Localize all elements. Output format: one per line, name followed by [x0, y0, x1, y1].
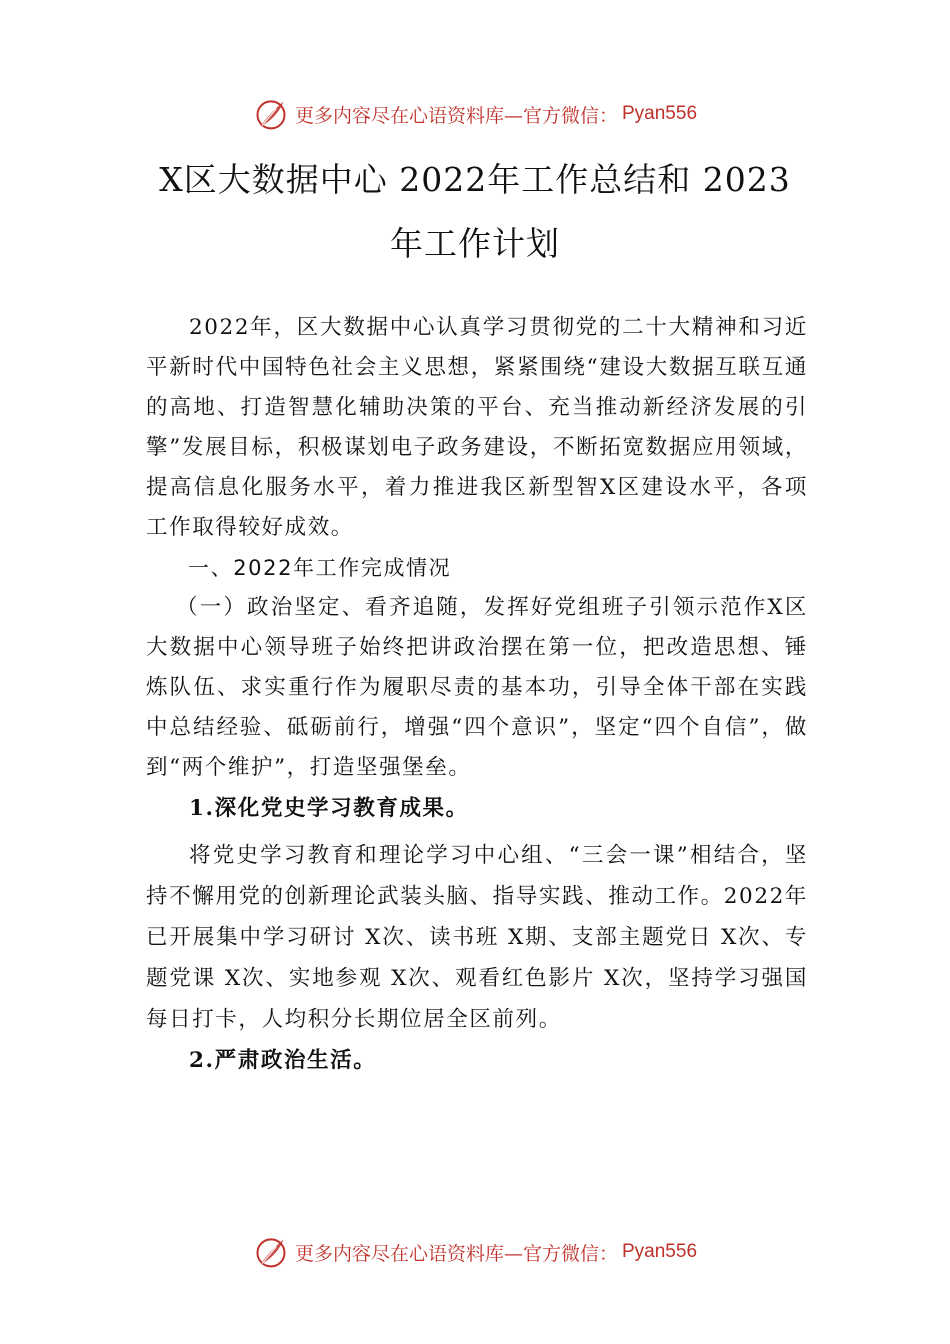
feather-circle-logo-icon [253, 96, 289, 132]
watermark-banner-bottom [0, 1232, 950, 1272]
intro-paragraph: 2022年，区大数据中心认真学习贯彻党的二十大精神和习近平新时代中国特色社会主义思想，紧紧围绕“建设大数据互联互通的高地、打造智慧化辅助决策的平台、充当推动新经济发展的引擎”发展目标，积极谋划电子政务建设，不断拓宽数据应用领域，提高信息化服务水平，着力推进我区新型智X区建设水平，各项工作取得较好成效。 [146, 315, 808, 540]
watermark-text: 更多内容尽在心语资料库—官方微信： [294, 1242, 618, 1265]
watermark-id: Pyan556 [622, 103, 698, 124]
document-title-line1: X区大数据中心 2022年工作总结和 2023 [159, 160, 791, 199]
watermark-text: 更多内容尽在心语资料库—官方微信： [294, 104, 618, 127]
subsection-paragraph-1: （一）政治坚定、看齐追随，发挥好党组班子引领示范作X区大数据中心领导班子始终把讲政治摆在第一位，把改造思想、锤炼队伍、求实重行作为履职尽责的基本功，引导全体干部在实践中总结经验、砥砺前行，增强“四个意识”，坚定“四个自信”，做到“两个维护”，打造坚强堡垒。 [146, 595, 808, 780]
watermark-banner-top [0, 94, 950, 134]
feather-circle-logo-icon [253, 1234, 289, 1270]
document-title-line2: 年工作计划 [390, 224, 560, 263]
item-body-1: 将党史学习教育和理论学习中心组、“三会一课”相结合，坚持不懈用党的创新理论武装头脑、指导实践、推动工作。2022年已开展集中学习研讨 X次、读书班 X期、支部主题党日 X次、专题党课 X次、实地参观 X次、观看红色影片 X次，坚持学习强国每日打卡，人均积分长期位居全区前列。 [146, 843, 808, 1032]
watermark-id: Pyan556 [622, 1241, 698, 1262]
section-heading-1: 一、2022年工作完成情况 [188, 556, 452, 580]
document-body [146, 308, 808, 1081]
item-heading-1: 1.深化党史学习教育成果。 [189, 796, 469, 821]
item-heading-2: 2.严肃政治生活。 [189, 1048, 377, 1073]
